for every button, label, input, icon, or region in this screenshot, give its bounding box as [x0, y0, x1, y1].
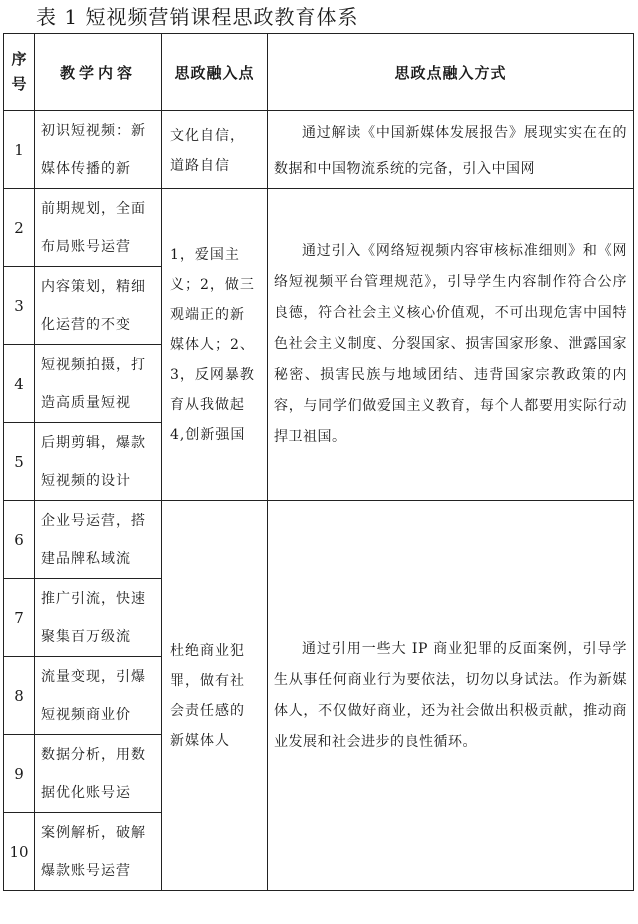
ideological-point: 1，爱国主义；2，做三观端正的新媒体人；2、3，反网暴教育从我做起 4,创新强国 — [162, 189, 268, 501]
header-row — [4, 34, 634, 111]
row-number: 6 — [4, 501, 35, 579]
lesson-content: 后期剪辑，爆款短视频的设计 — [35, 423, 162, 501]
header-point: 思政融入点 — [162, 34, 268, 111]
row-number: 1 — [4, 111, 35, 189]
integration-method: 通过引用一些大 IP 商业犯罪的反面案例，引导学生从事任何商业行为要依法，切勿以身试法。作为新媒体人，不仅做好商业，还为社会做出积极贡献，推动商业发展和社会进步的良性循环。 — [268, 501, 634, 891]
ideological-point: 文化自信，道路自信 — [162, 111, 268, 189]
integration-method: 通过引入《网络短视频内容审核标准细则》和《网络短视频平台管理规范》，引导学生内容制作符合公序良德，符合社会主义核心价值观，不可出现危害中国特色社会主义制度、分裂国家、损害国家形象、泄露国家秘密、损害民族与地域团结、违背国家宗教政策的内容，与同学们做爱国主义教育，每个人都要用实际行动捍卫祖国。 — [268, 189, 634, 501]
row-number: 9 — [4, 735, 35, 813]
curriculum-table — [3, 33, 634, 891]
ideological-point: 杜绝商业犯罪，做有社会责任感的新媒体人 — [162, 501, 268, 891]
row-number: 4 — [4, 345, 35, 423]
lesson-content: 前期规划，全面布局账号运营 — [35, 189, 162, 267]
table-row — [4, 189, 634, 267]
row-number: 3 — [4, 267, 35, 345]
integration-method: 通过解读《中国新媒体发展报告》展现实实在在的数据和中国物流系统的完备，引入中国网 — [268, 111, 634, 189]
table-caption: 表 1 短视频营销课程思政教育体系 — [36, 5, 359, 29]
lesson-content: 数据分析，用数据优化账号运 — [35, 735, 162, 813]
header-content: 教学内容 — [35, 34, 162, 111]
lesson-content: 短视频拍摄，打造高质量短视 — [35, 345, 162, 423]
lesson-content: 推广引流，快速聚集百万级流 — [35, 579, 162, 657]
header-method: 思政点融入方式 — [268, 34, 634, 111]
row-number: 7 — [4, 579, 35, 657]
lesson-content: 内容策划，精细化运营的不变 — [35, 267, 162, 345]
table-row — [4, 501, 634, 579]
lesson-content: 流量变现，引爆短视频商业价 — [35, 657, 162, 735]
header-no: 序 号 — [4, 34, 35, 111]
table-row — [4, 111, 634, 189]
lesson-content: 企业号运营，搭建品牌私域流 — [35, 501, 162, 579]
row-number: 5 — [4, 423, 35, 501]
lesson-content: 案例解析，破解爆款账号运营 — [35, 813, 162, 891]
row-number: 10 — [4, 813, 35, 891]
lesson-content: 初识短视频：新媒体传播的新 — [35, 111, 162, 189]
row-number: 2 — [4, 189, 35, 267]
row-number: 8 — [4, 657, 35, 735]
